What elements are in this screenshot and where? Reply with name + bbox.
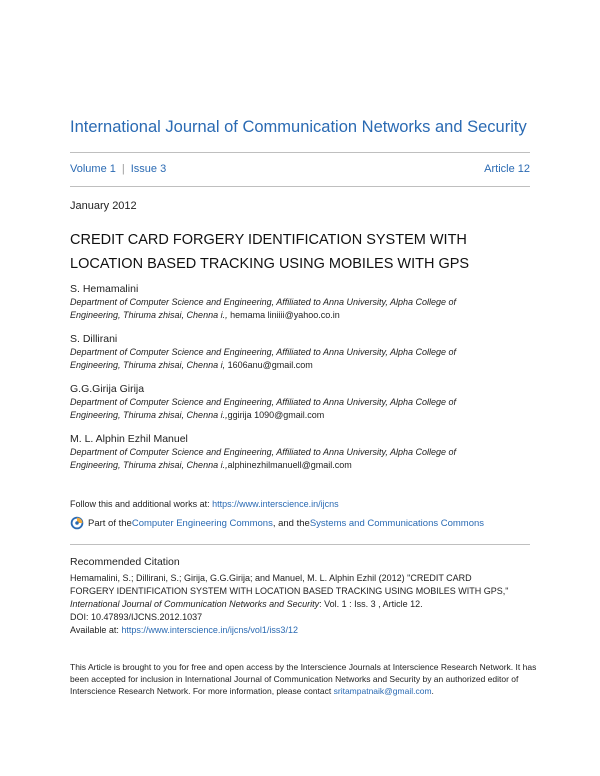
affiliation-line: Engineering, Thiruma zhisai, Chenna i., — [70, 460, 228, 470]
affiliation-line: Department of Computer Science and Engineering, Affiliated to Anna University, Alpha College of — [70, 397, 457, 407]
author-affiliation — [70, 396, 540, 422]
author-entry — [70, 382, 540, 422]
access-footer-note — [70, 661, 540, 697]
partof-middle: , and the — [272, 517, 310, 529]
journal-title[interactable]: International Journal of Communication Networks and Security — [70, 118, 527, 136]
author-email: 1606anu@gmail.com — [225, 360, 313, 370]
contact-email-link[interactable]: sritampatnaik@gmail.com — [333, 686, 432, 696]
author-affiliation — [70, 346, 540, 372]
systems-communications-commons-link[interactable]: Systems and Communications Commons — [309, 517, 485, 529]
author-email: ggirija 1090@gmail.com — [227, 410, 325, 420]
volume-link[interactable]: Volume 1 — [70, 163, 116, 175]
affiliation-line: Engineering, Thiruma zhisai, Chenna i, — [70, 360, 226, 370]
follow-works-line — [70, 499, 339, 509]
author-affiliation — [70, 446, 540, 472]
citation-volume: : Vol. 1 : Iss. 3 , Article 12. — [319, 599, 423, 609]
part-of-line — [70, 516, 484, 530]
affiliation-line: Engineering, Thiruma zhisai, Chenna i., — [70, 410, 228, 420]
author-name: S. Hemamalini — [70, 283, 139, 295]
affiliation-line: Department of Computer Science and Engineering, Affiliated to Anna University, Alpha College of — [70, 347, 457, 357]
issue-link[interactable]: Issue 3 — [130, 163, 167, 175]
article-number-link[interactable]: Article 12 — [484, 163, 530, 175]
citation-heading: Recommended Citation — [70, 556, 180, 568]
author-email: hemama liniiii@yahoo.co.in — [227, 310, 340, 320]
citation-rule — [70, 544, 530, 545]
header-rule-top — [70, 152, 530, 153]
follow-prefix: Follow this and additional works at: — [70, 499, 213, 509]
author-name: S. Dillirani — [70, 333, 118, 345]
citation-available-line — [70, 624, 540, 637]
journal-url-link[interactable]: https://www.interscience.in/ijcns — [212, 499, 339, 509]
author-entry — [70, 432, 540, 472]
article-title-line-1: CREDIT CARD FORGERY IDENTIFICATION SYSTEM WITH — [70, 232, 467, 248]
article-title — [70, 228, 530, 276]
affiliation-line: Engineering, Thiruma zhisai, Chenna i., — [70, 310, 228, 320]
article-url-link[interactable]: https://www.interscience.in/ijcns/vol1/iss3/12 — [121, 625, 298, 635]
publication-date: January 2012 — [70, 200, 137, 212]
bepress-logo-icon — [70, 516, 84, 530]
partof-prefix: Part of the — [88, 517, 132, 529]
author-entry — [70, 332, 540, 372]
author-affiliation — [70, 296, 540, 322]
citation-journal-line — [70, 598, 540, 611]
volume-issue — [70, 163, 166, 175]
separator: | — [121, 163, 125, 175]
available-prefix: Available at: — [70, 625, 122, 635]
volume-issue-row — [70, 163, 530, 175]
header-rule-bottom — [70, 186, 530, 187]
computer-engineering-commons-link[interactable]: Computer Engineering Commons — [131, 517, 273, 529]
footer-text: This Article is brought to you for free and open access by the Interscience Journals at Interscience Research Network. It has been accepted for inclusion in International Journal of Communication Networks and Security by an authorized editor of Interscience Research Network. For more information, please contact — [70, 662, 537, 696]
author-name: G.G.Girija Girija — [70, 383, 145, 395]
author-email: alphinezhilmanuell@gmail.com — [227, 460, 352, 470]
citation-line: Hemamalini, S.; Dillirani, S.; Girija, G.G.Girija; and Manuel, M. L. Alphin Ezhil (2012) "CREDIT CARD — [70, 573, 472, 583]
recommended-citation — [70, 572, 540, 637]
citation-journal: International Journal of Communication Networks and Security — [70, 599, 320, 609]
article-title-line-2: LOCATION BASED TRACKING USING MOBILES WITH GPS — [70, 256, 470, 272]
author-name: M. L. Alphin Ezhil Manuel — [70, 433, 188, 445]
footer-end: . — [431, 686, 434, 696]
affiliation-line: Department of Computer Science and Engineering, Affiliated to Anna University, Alpha College of — [70, 447, 457, 457]
citation-doi: DOI: 10.47893/IJCNS.2012.1037 — [70, 612, 203, 622]
affiliation-line: Department of Computer Science and Engineering, Affiliated to Anna University, Alpha College of — [70, 297, 457, 307]
citation-line: FORGERY IDENTIFICATION SYSTEM WITH LOCATION BASED TRACKING USING MOBILES WITH GPS," — [70, 586, 509, 596]
author-list — [70, 282, 540, 482]
author-entry — [70, 282, 540, 322]
